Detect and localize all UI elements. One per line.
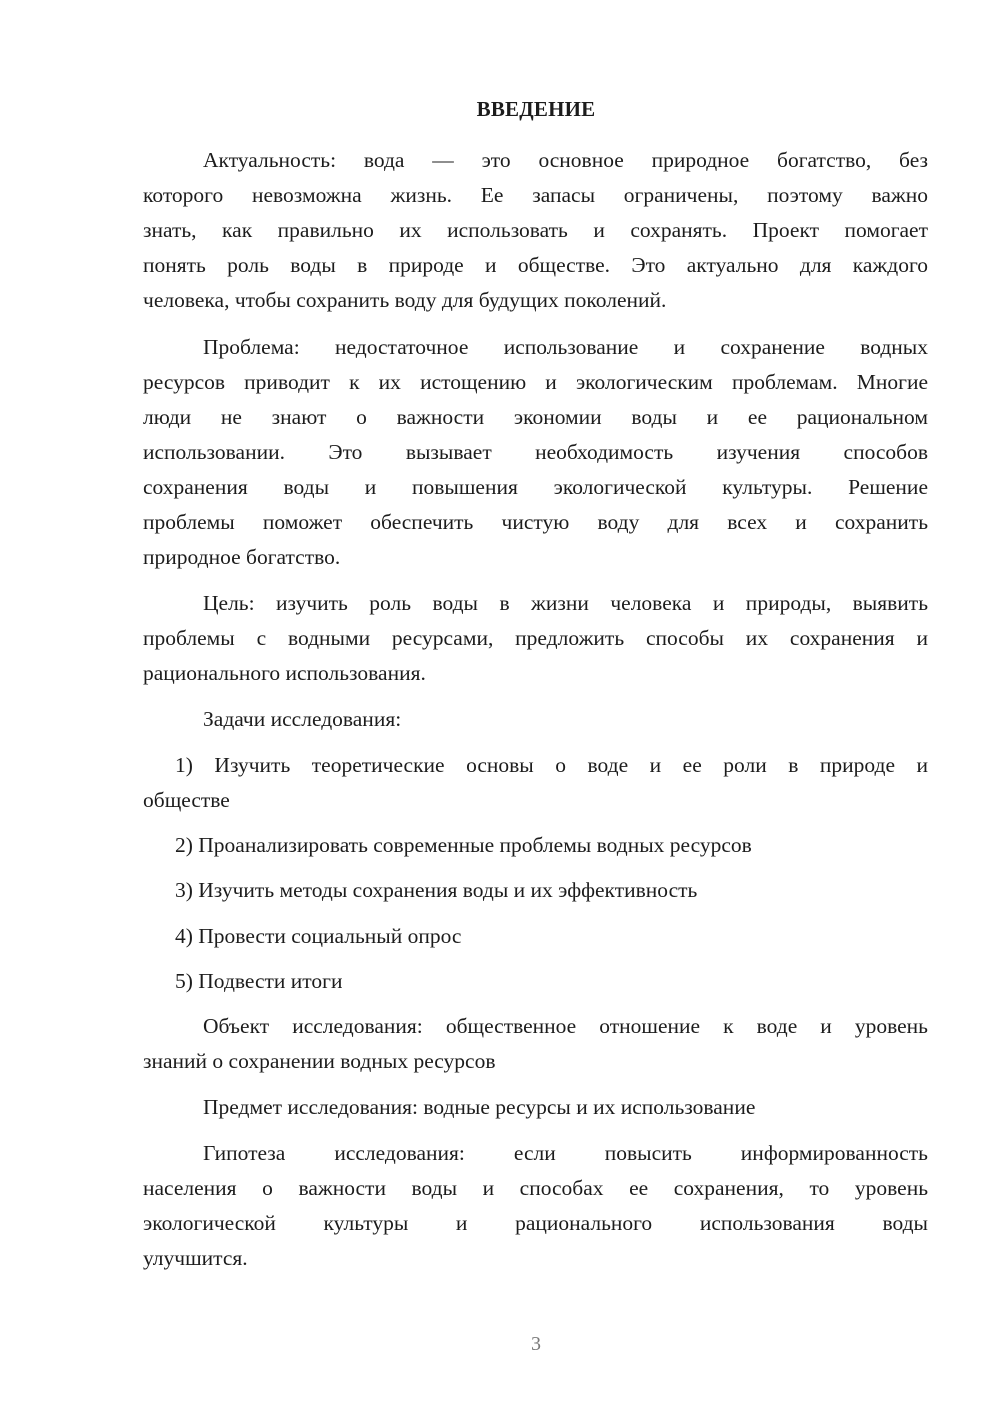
list-item: 2) Проанализировать современные проблемы водных ресурсов (175, 833, 752, 857)
text-line: проблемы с водными ресурсами, предложить способы их сохранения и (143, 626, 928, 650)
text-line: проблемы поможет обеспечить чистую воду для всех и сохранить (143, 510, 928, 534)
text-line: ресурсов приводит к их истощению и экологическим проблемам. Многие (143, 370, 928, 394)
text-line: населения о важности воды и способах ее сохранения, то уровень (143, 1176, 928, 1200)
text-line: сохранения воды и повышения экологической культуры. Решение (143, 475, 928, 499)
text-line: знать, как правильно их использовать и сохранять. Проект помогает (143, 218, 928, 242)
text-line: Гипотеза исследования: если повысить информированность (203, 1141, 928, 1165)
text-line: экологической культуры и рационального использования воды (143, 1211, 928, 1235)
text-line: понять роль воды в природе и обществе. Это актуально для каждого (143, 253, 928, 277)
text-line: использовании. Это вызывает необходимость изучения способов (143, 440, 928, 464)
page-number: 3 (531, 1333, 541, 1355)
list-item: 3) Изучить методы сохранения воды и их эффективность (175, 878, 698, 902)
text-line: знаний о сохранении водных ресурсов (143, 1049, 496, 1073)
text-line: Объект исследования: общественное отношение к воде и уровень (203, 1014, 928, 1038)
text-line: Предмет исследования: водные ресурсы и их использование (203, 1095, 756, 1119)
text-line: улучшится. (143, 1246, 248, 1270)
list-item: 1) Изучить теоретические основы о воде и ее роли в природе и (175, 753, 928, 777)
text-line: Цель: изучить роль воды в жизни человека и природы, выявить (203, 591, 928, 615)
text-line: человека, чтобы сохранить воду для будущих поколений. (143, 288, 667, 312)
text-line: рационального использования. (143, 661, 426, 685)
text-line: Актуальность: вода — это основное природное богатство, без (203, 148, 928, 172)
list-item-continuation: обществе (143, 788, 230, 812)
list-item: 4) Провести социальный опрос (175, 924, 462, 948)
page-title: ВВЕДЕНИЕ (476, 97, 596, 121)
text-line: природное богатство. (143, 545, 341, 569)
list-item: 5) Подвести итоги (175, 969, 343, 993)
text-line: Проблема: недостаточное использование и сохранение водных (203, 335, 928, 359)
text-line: которого невозможна жизнь. Ее запасы ограничены, поэтому важно (143, 183, 928, 207)
tasks-heading: Задачи исследования: (203, 707, 402, 731)
text-line: люди не знают о важности экономии воды и ее рациональном (143, 405, 928, 429)
